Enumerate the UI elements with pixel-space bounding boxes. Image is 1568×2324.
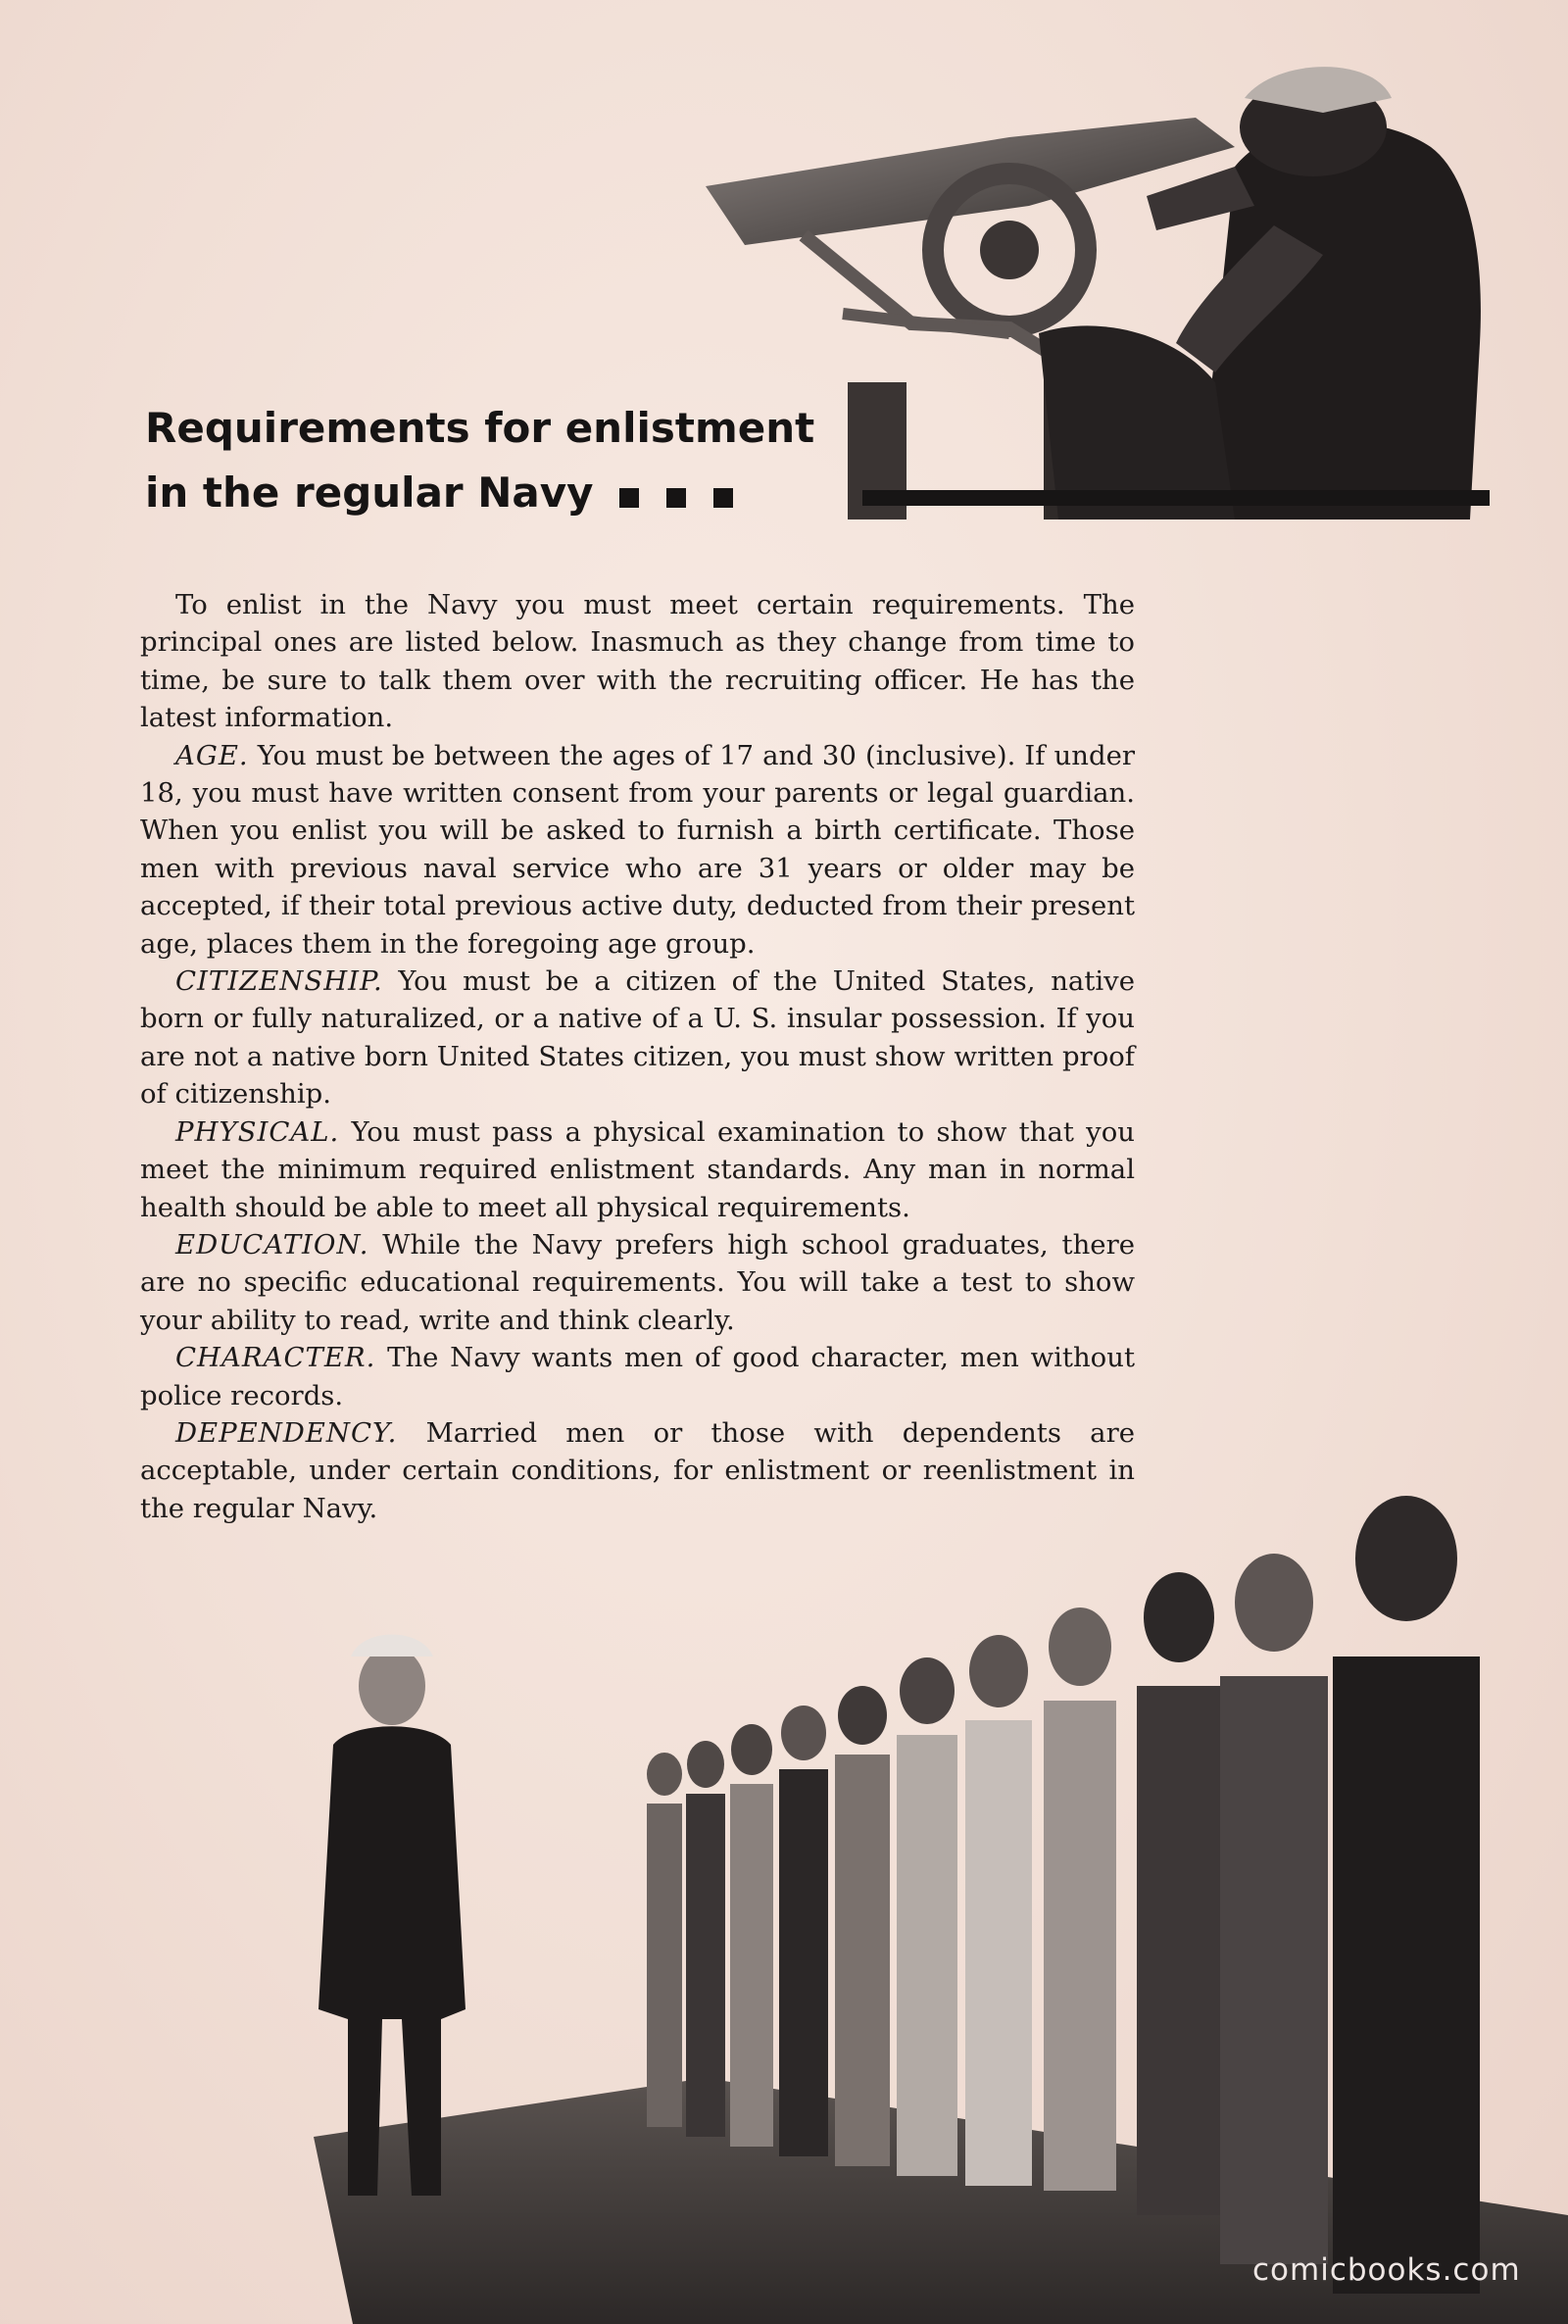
watermark-text: comicbooks.com <box>1252 2252 1521 2288</box>
education-label: EDUCATION. <box>175 1228 369 1261</box>
recruits-lineup-photo <box>294 1333 1568 2324</box>
physical-label: PHYSICAL. <box>175 1115 340 1148</box>
heading-line-2 <box>145 461 890 528</box>
petty-officer-figure <box>318 1635 466 2197</box>
age-text: You must be between the ages of 17 and 30 (inclusive). If under 18, you must have written consent from your parents or legal guardian. When you enlist you will be asked to furnish a birth certificate. Those men with previous naval service who are 31 years or older may be accepted, if their total previous active duty, deducted from their present age, places them in the foregoing age group. <box>140 739 1135 960</box>
physical-text: You must pass a physical examination to show that you meet the minimum required enlistment standards. Any man in normal health should be able to meet all physical requirements. <box>140 1115 1135 1223</box>
age-paragraph <box>140 737 1135 963</box>
age-label: AGE. <box>175 739 249 771</box>
citizenship-label: CITIZENSHIP. <box>175 965 383 998</box>
physical-paragraph <box>140 1113 1135 1226</box>
heading-line-1: Requirements for enlistment <box>145 404 815 452</box>
character-label: CHARACTER. <box>175 1342 376 1374</box>
heading-rule-bar <box>862 490 1490 506</box>
dependency-text: Married men or those with dependents are acceptable, under certain conditions, for enlistment or reenlistment in the regular Navy. <box>140 1416 1135 1524</box>
education-text: While the Navy prefers high school graduates, there are no specific educational requirements. You will take a test to show your ability to read, write and think clearly. <box>140 1228 1135 1336</box>
intro-paragraph: To enlist in the Navy you must meet certain requirements. The principal ones are listed below. Inasmuch as they change from time to time, be sure to talk them over with the recruiting officer. He has the latest information. <box>140 589 1135 734</box>
page-heading <box>145 396 890 528</box>
character-text: The Navy wants men of good character, men without police records. <box>140 1342 1135 1411</box>
citizenship-paragraph <box>140 963 1135 1113</box>
education-paragraph <box>140 1226 1135 1339</box>
dependency-label: DEPENDENCY. <box>175 1416 398 1449</box>
square-bullets-decoration <box>619 464 760 528</box>
heading-line-2-text: in the regular Navy <box>145 469 594 517</box>
citizenship-text: You must be a citizen of the United States, native born or fully naturalized, or a native of a U. S. insular possession. If you are not a native born United States citizen, you must show written proof of citizenship. <box>140 965 1135 1111</box>
